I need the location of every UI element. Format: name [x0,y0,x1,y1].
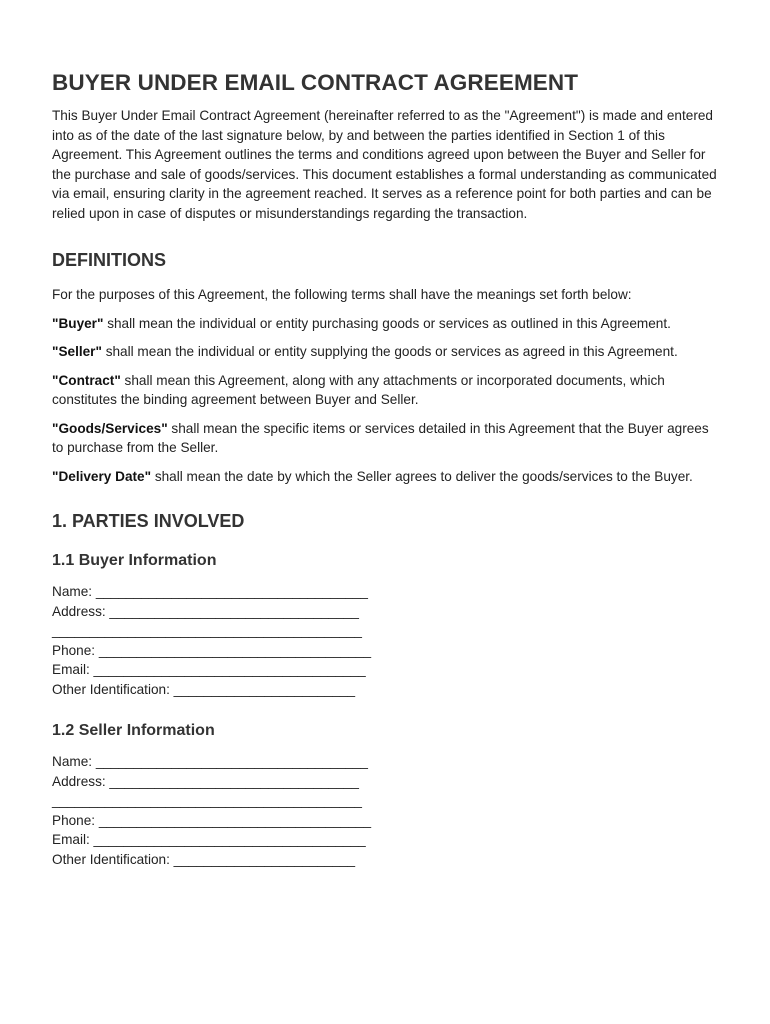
definition-text: shall mean this Agreement, along with any attachments or incorporated documents, which constitutes the binding agreement between Buyer and Seller. [52,372,665,407]
seller-email-field: Email: ____________________________________ [52,832,366,847]
document-title: BUYER UNDER EMAIL CONTRACT AGREEMENT [52,70,579,95]
definition-delivery-date [52,467,720,487]
buyer-address-field: Address: _________________________________ [52,603,359,619]
buyer-info-fields [52,582,720,699]
buyer-email-field: Email: ____________________________________ [52,662,366,677]
buyer-name-field: Name: ____________________________________ [52,584,368,599]
definition-seller [52,342,720,362]
seller-phone-field: Phone: ____________________________________ [52,812,372,828]
definition-term: "Delivery Date" [52,468,152,484]
definitions-heading: DEFINITIONS [52,250,167,270]
definition-text: shall mean the date by which the Seller agrees to deliver the goods/services to the Buyer. [151,468,693,484]
seller-info-fields [52,752,720,869]
seller-name-field: Name: ____________________________________ [52,754,368,769]
definition-term: "Buyer" [52,315,104,331]
definition-text: shall mean the individual or entity purchasing goods or services as outlined in this Agreement. [103,315,671,331]
intro-paragraph: This Buyer Under Email Contract Agreement (hereinafter referred to as the "Agreement") is made and entered into as of the date of the last signature below, by and between the parties identified in Section 1 of this Agreement. This Agreement outlines the terms and conditions agreed upon between the Buyer and Seller for the purchase and sale of goods/services. This document establishes a formal understanding as communicated via email, ensuring clarity in the agreement reached. It serves as a reference point for both parties and can be relied upon in case of disputes or misunderstandings regarding the transaction. [52,108,717,221]
seller-info-heading: 1.2 Seller Information [52,722,215,739]
definitions-intro: For the purposes of this Agreement, the following terms shall have the meanings set forth below: [52,287,632,302]
definition-term: "Contract" [52,372,121,388]
definition-goods-services [52,419,720,458]
seller-other-id-field: Other Identification: ________________________ [52,851,356,867]
parties-heading: 1. PARTIES INVOLVED [52,511,245,531]
definition-term: "Seller" [52,344,102,359]
buyer-address-cont-field: _________________________________________ [52,623,362,638]
seller-address-field: Address: _________________________________ [52,773,359,789]
definition-text: shall mean the individual or entity supplying the goods or services as agreed in this Agreement. [101,344,678,359]
definition-contract [52,371,720,410]
buyer-info-heading: 1.1 Buyer Information [52,552,217,569]
seller-address-cont-field: _________________________________________ [52,793,362,808]
definition-text: shall mean the specific items or services detailed in this Agreement that the Buyer agrees to purchase from the Seller. [52,420,709,455]
buyer-phone-field: Phone: ____________________________________ [52,642,372,658]
buyer-other-id-field: Other Identification: ________________________ [52,681,356,697]
definition-term: "Goods/Services" [52,420,168,436]
definition-buyer [52,314,720,334]
